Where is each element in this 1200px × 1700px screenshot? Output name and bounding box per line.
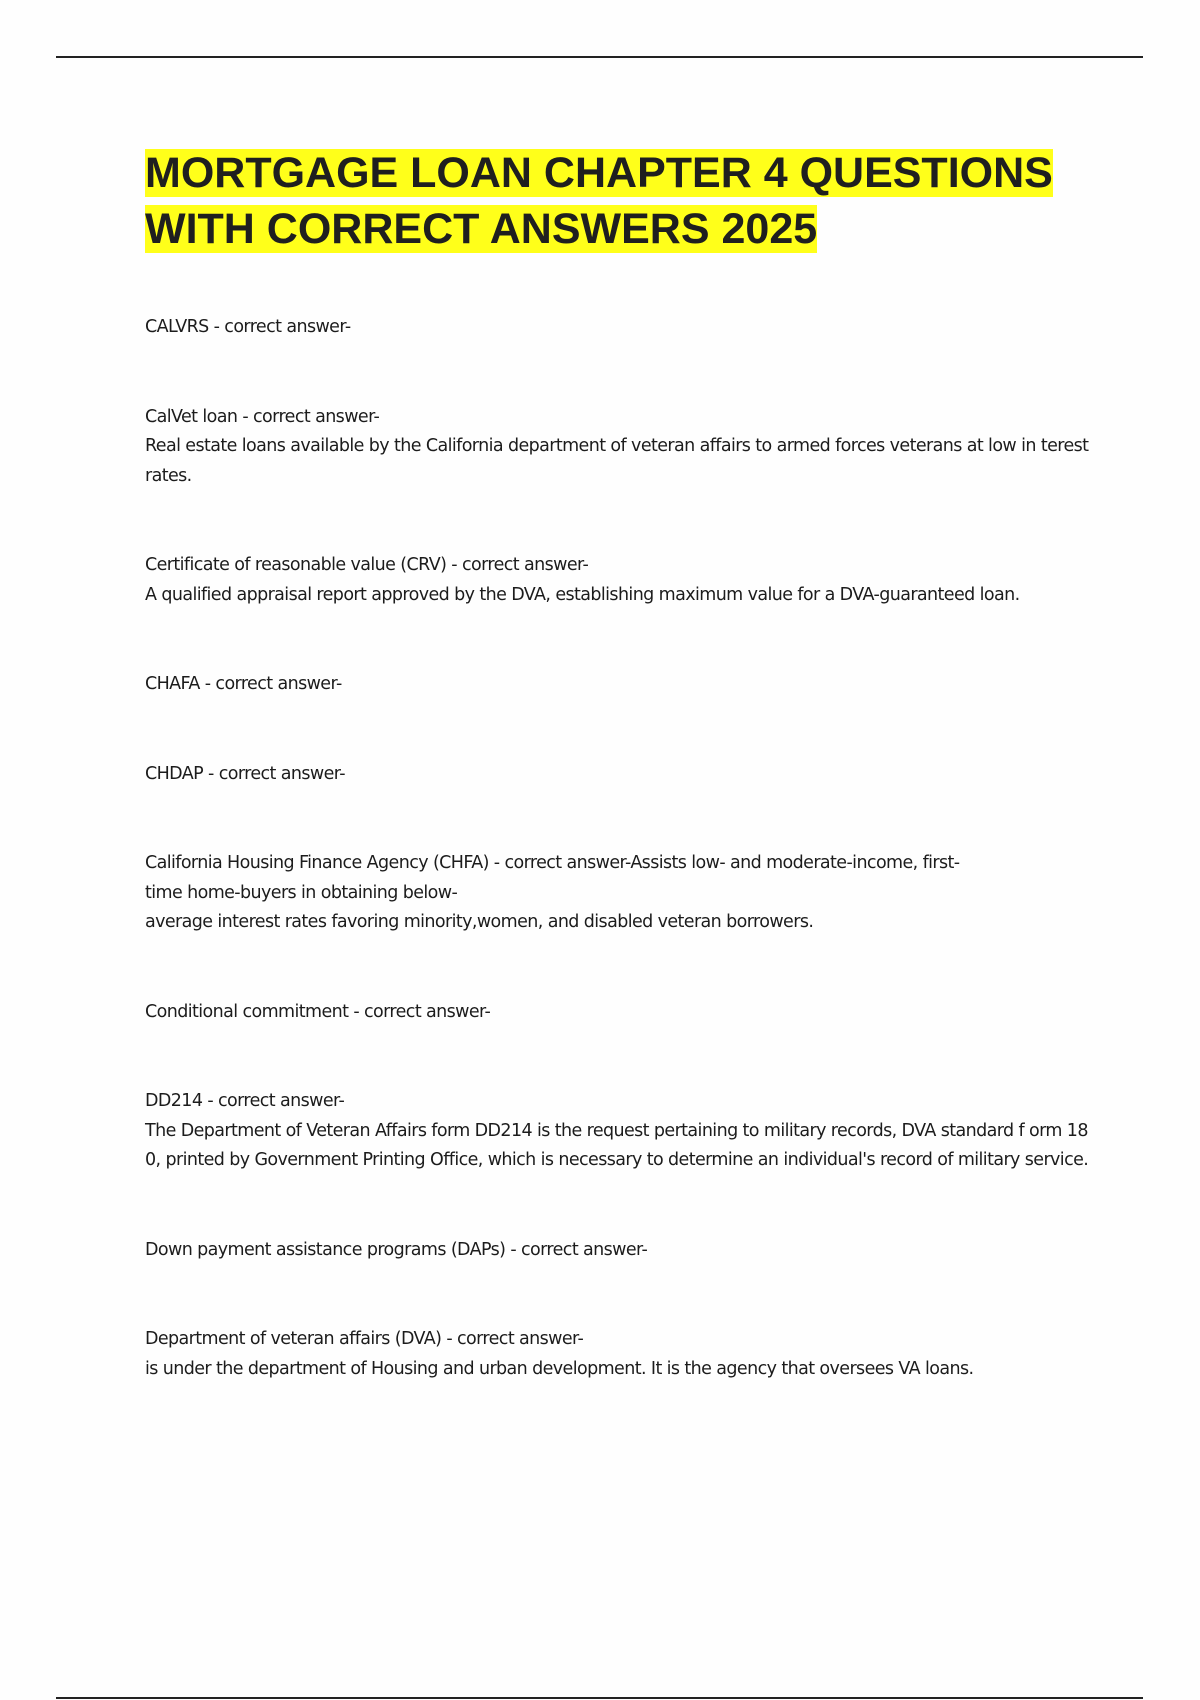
qa-entry-dva: Department of veteran affairs (DVA) - correct answer- is under the department of Housing and urban development. It is the agency that oversees VA loans. [145, 1329, 974, 1379]
footer-rule [56, 1697, 1143, 1699]
qa-entry-conditional-commitment: Conditional commitment - correct answer- [145, 1001, 491, 1022]
document-title [145, 145, 1105, 257]
qa-entry-chafa: CHAFA - correct answer- [145, 674, 342, 694]
qa-entry-chfa: California Housing Finance Agency (CHFA) - correct answer-Assists low- and moderate-income, first- time home-buyers in obtaining below- average interest rates favoring minority,women, and disabled veteran borrowers. [145, 853, 960, 932]
qa-entry-daps: Down payment assistance programs (DAPs) - correct answer- [145, 1239, 648, 1260]
qa-entry-crv: Certificate of reasonable value (CRV) - correct answer- A qualified appraisal report approved by the DVA, establishing maximum value for a DVA-guaranteed loan. [145, 555, 1020, 605]
document-title-text: MORTGAGE LOAN CHAPTER 4 QUESTIONS WITH CORRECT ANSWERS 2025 [145, 149, 1053, 253]
qa-entry-chdap: CHDAP - correct answer- [145, 763, 345, 784]
qa-entry-calvrs: CALVRS - correct answer- [145, 317, 351, 337]
qa-entry-dd214: DD214 - correct answer- The Department of Veteran Affairs form DD214 is the request pertaining to military records, DVA standard f orm 180, printed by Government Printing Office, which is necessary to determine an individual's record of military service. [145, 1091, 1089, 1170]
qa-entry-calvet-loan: CalVet loan - correct answer- Real estate loans available by the California department of veteran affairs to armed forces veterans at low in terest rates. [145, 406, 1089, 486]
header-rule [56, 56, 1143, 58]
qa-list [145, 313, 1095, 1384]
